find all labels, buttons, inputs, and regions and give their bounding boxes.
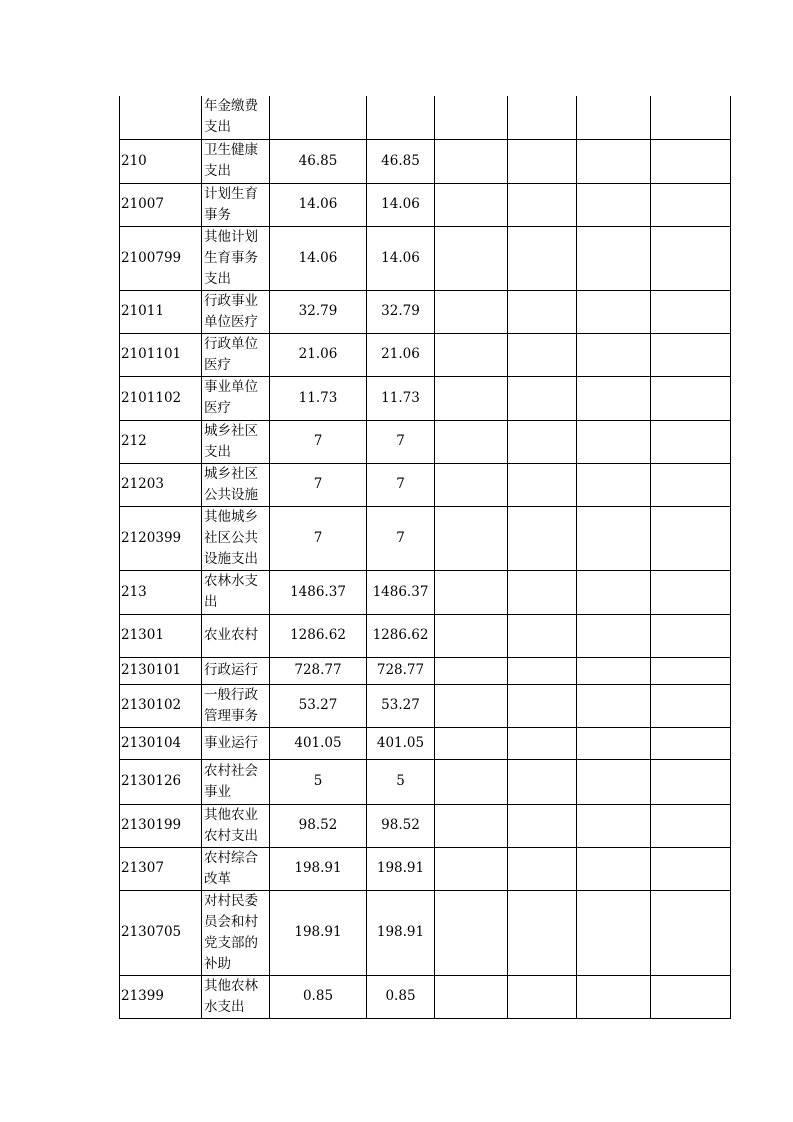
empty-cell — [577, 463, 651, 506]
empty-cell — [577, 890, 651, 975]
total-cell: 7 — [270, 506, 367, 570]
subject-code-cell: 2130102 — [120, 684, 202, 727]
empty-cell — [435, 333, 508, 376]
basic-expenditure-cell — [367, 96, 435, 139]
table-row — [120, 290, 731, 333]
empty-cell — [651, 139, 731, 183]
empty-cell — [651, 96, 731, 139]
subject-code-cell: 21203 — [120, 463, 202, 506]
empty-cell — [651, 890, 731, 975]
subject-code-cell: 2130104 — [120, 727, 202, 759]
total-cell: 198.91 — [270, 847, 367, 890]
subject-code-cell: 2101101 — [120, 333, 202, 376]
table-row — [120, 376, 731, 420]
empty-cell — [435, 506, 508, 570]
table-row — [120, 506, 731, 570]
table-row — [120, 684, 731, 727]
empty-cell — [508, 290, 577, 333]
empty-cell — [651, 420, 731, 463]
subject-name-cell: 行政事业单位医疗 — [202, 290, 270, 333]
empty-cell — [577, 847, 651, 890]
table-body — [120, 96, 731, 1018]
empty-cell — [651, 226, 731, 290]
total-cell: 21.06 — [270, 333, 367, 376]
basic-expenditure-cell: 98.52 — [367, 804, 435, 847]
total-cell — [270, 96, 367, 139]
empty-cell — [435, 684, 508, 727]
empty-cell — [435, 727, 508, 759]
basic-expenditure-cell: 728.77 — [367, 657, 435, 684]
subject-code-cell: 2130199 — [120, 804, 202, 847]
table-row — [120, 975, 731, 1018]
subject-name-cell: 计划生育事务 — [202, 183, 270, 226]
total-cell: 14.06 — [270, 226, 367, 290]
total-cell: 46.85 — [270, 139, 367, 183]
empty-cell — [435, 139, 508, 183]
total-cell: 1486.37 — [270, 570, 367, 614]
empty-cell — [508, 890, 577, 975]
total-cell: 5 — [270, 759, 367, 804]
empty-cell — [651, 333, 731, 376]
basic-expenditure-cell: 7 — [367, 506, 435, 570]
empty-cell — [508, 333, 577, 376]
empty-cell — [508, 804, 577, 847]
empty-cell — [435, 657, 508, 684]
empty-cell — [577, 657, 651, 684]
empty-cell — [508, 420, 577, 463]
empty-cell — [508, 226, 577, 290]
subject-code-cell: 213 — [120, 570, 202, 614]
empty-cell — [508, 183, 577, 226]
table-row — [120, 804, 731, 847]
empty-cell — [435, 420, 508, 463]
basic-expenditure-cell: 14.06 — [367, 226, 435, 290]
empty-cell — [508, 684, 577, 727]
empty-cell — [508, 759, 577, 804]
subject-code-cell: 210 — [120, 139, 202, 183]
basic-expenditure-cell: 53.27 — [367, 684, 435, 727]
empty-cell — [508, 614, 577, 657]
table-row — [120, 333, 731, 376]
empty-cell — [435, 226, 508, 290]
basic-expenditure-cell: 401.05 — [367, 727, 435, 759]
empty-cell — [651, 376, 731, 420]
basic-expenditure-cell: 1286.62 — [367, 614, 435, 657]
total-cell: 98.52 — [270, 804, 367, 847]
subject-name-cell: 农林水支出 — [202, 570, 270, 614]
subject-name-cell: 其他农林水支出 — [202, 975, 270, 1018]
empty-cell — [651, 759, 731, 804]
empty-cell — [508, 727, 577, 759]
total-cell: 32.79 — [270, 290, 367, 333]
empty-cell — [577, 333, 651, 376]
empty-cell — [651, 570, 731, 614]
table-row — [120, 463, 731, 506]
subject-code-cell: 2130705 — [120, 890, 202, 975]
table-row — [120, 96, 731, 139]
basic-expenditure-cell: 0.85 — [367, 975, 435, 1018]
empty-cell — [435, 463, 508, 506]
empty-cell — [651, 614, 731, 657]
table-row — [120, 847, 731, 890]
total-cell: 11.73 — [270, 376, 367, 420]
empty-cell — [577, 570, 651, 614]
basic-expenditure-cell: 198.91 — [367, 847, 435, 890]
basic-expenditure-cell: 14.06 — [367, 183, 435, 226]
subject-code-cell: 2120399 — [120, 506, 202, 570]
empty-cell — [577, 96, 651, 139]
empty-cell — [651, 684, 731, 727]
empty-cell — [435, 96, 508, 139]
subject-code-cell: 2130126 — [120, 759, 202, 804]
basic-expenditure-cell: 11.73 — [367, 376, 435, 420]
total-cell: 0.85 — [270, 975, 367, 1018]
empty-cell — [577, 290, 651, 333]
total-cell: 198.91 — [270, 890, 367, 975]
total-cell: 7 — [270, 463, 367, 506]
basic-expenditure-cell: 198.91 — [367, 890, 435, 975]
empty-cell — [651, 975, 731, 1018]
total-cell: 7 — [270, 420, 367, 463]
table-row — [120, 727, 731, 759]
subject-name-cell: 其他计划生育事务支出 — [202, 226, 270, 290]
empty-cell — [577, 226, 651, 290]
empty-cell — [435, 290, 508, 333]
subject-code-cell: 21399 — [120, 975, 202, 1018]
total-cell: 401.05 — [270, 727, 367, 759]
subject-code-cell: 2101102 — [120, 376, 202, 420]
empty-cell — [577, 727, 651, 759]
table-row — [120, 759, 731, 804]
subject-code-cell: 2130101 — [120, 657, 202, 684]
total-cell: 728.77 — [270, 657, 367, 684]
empty-cell — [651, 183, 731, 226]
table-row — [120, 614, 731, 657]
table-row — [120, 139, 731, 183]
empty-cell — [435, 183, 508, 226]
empty-cell — [577, 139, 651, 183]
empty-cell — [651, 727, 731, 759]
empty-cell — [508, 570, 577, 614]
basic-expenditure-cell: 7 — [367, 463, 435, 506]
table-row — [120, 420, 731, 463]
subject-code-cell: 21011 — [120, 290, 202, 333]
budget-expenditure-table — [119, 96, 731, 1019]
empty-cell — [577, 614, 651, 657]
empty-cell — [651, 463, 731, 506]
empty-cell — [435, 570, 508, 614]
subject-code-cell: 21007 — [120, 183, 202, 226]
subject-name-cell: 行政运行 — [202, 657, 270, 684]
empty-cell — [651, 804, 731, 847]
empty-cell — [508, 847, 577, 890]
subject-code-cell — [120, 96, 202, 139]
subject-name-cell: 农业农村 — [202, 614, 270, 657]
empty-cell — [508, 376, 577, 420]
total-cell: 14.06 — [270, 183, 367, 226]
empty-cell — [577, 684, 651, 727]
empty-cell — [577, 376, 651, 420]
empty-cell — [577, 804, 651, 847]
subject-code-cell: 21307 — [120, 847, 202, 890]
total-cell: 1286.62 — [270, 614, 367, 657]
subject-name-cell: 城乡社区支出 — [202, 420, 270, 463]
table-row — [120, 183, 731, 226]
subject-code-cell: 2100799 — [120, 226, 202, 290]
subject-name-cell: 其他城乡社区公共设施支出 — [202, 506, 270, 570]
subject-name-cell: 对村民委员会和村党支部的补助 — [202, 890, 270, 975]
subject-name-cell: 年金缴费支出 — [202, 96, 270, 139]
subject-name-cell: 农村社会事业 — [202, 759, 270, 804]
table-row — [120, 890, 731, 975]
basic-expenditure-cell: 5 — [367, 759, 435, 804]
basic-expenditure-cell: 1486.37 — [367, 570, 435, 614]
empty-cell — [577, 975, 651, 1018]
empty-cell — [435, 759, 508, 804]
subject-code-cell: 212 — [120, 420, 202, 463]
total-cell: 53.27 — [270, 684, 367, 727]
empty-cell — [651, 506, 731, 570]
subject-name-cell: 其他农业农村支出 — [202, 804, 270, 847]
table-row — [120, 226, 731, 290]
empty-cell — [651, 290, 731, 333]
subject-name-cell: 事业单位医疗 — [202, 376, 270, 420]
subject-name-cell: 卫生健康支出 — [202, 139, 270, 183]
empty-cell — [508, 463, 577, 506]
empty-cell — [508, 975, 577, 1018]
empty-cell — [508, 96, 577, 139]
subject-name-cell: 一般行政管理事务 — [202, 684, 270, 727]
basic-expenditure-cell: 7 — [367, 420, 435, 463]
empty-cell — [435, 975, 508, 1018]
empty-cell — [508, 139, 577, 183]
empty-cell — [435, 614, 508, 657]
subject-name-cell: 农村综合改革 — [202, 847, 270, 890]
empty-cell — [435, 890, 508, 975]
empty-cell — [435, 376, 508, 420]
empty-cell — [508, 506, 577, 570]
empty-cell — [577, 420, 651, 463]
basic-expenditure-cell: 21.06 — [367, 333, 435, 376]
empty-cell — [651, 847, 731, 890]
basic-expenditure-cell: 46.85 — [367, 139, 435, 183]
subject-name-cell: 行政单位医疗 — [202, 333, 270, 376]
empty-cell — [577, 183, 651, 226]
table-row — [120, 570, 731, 614]
table-row — [120, 657, 731, 684]
subject-name-cell: 事业运行 — [202, 727, 270, 759]
empty-cell — [435, 847, 508, 890]
empty-cell — [577, 506, 651, 570]
empty-cell — [508, 657, 577, 684]
empty-cell — [577, 759, 651, 804]
subject-code-cell: 21301 — [120, 614, 202, 657]
subject-name-cell: 城乡社区公共设施 — [202, 463, 270, 506]
empty-cell — [651, 657, 731, 684]
empty-cell — [435, 804, 508, 847]
basic-expenditure-cell: 32.79 — [367, 290, 435, 333]
